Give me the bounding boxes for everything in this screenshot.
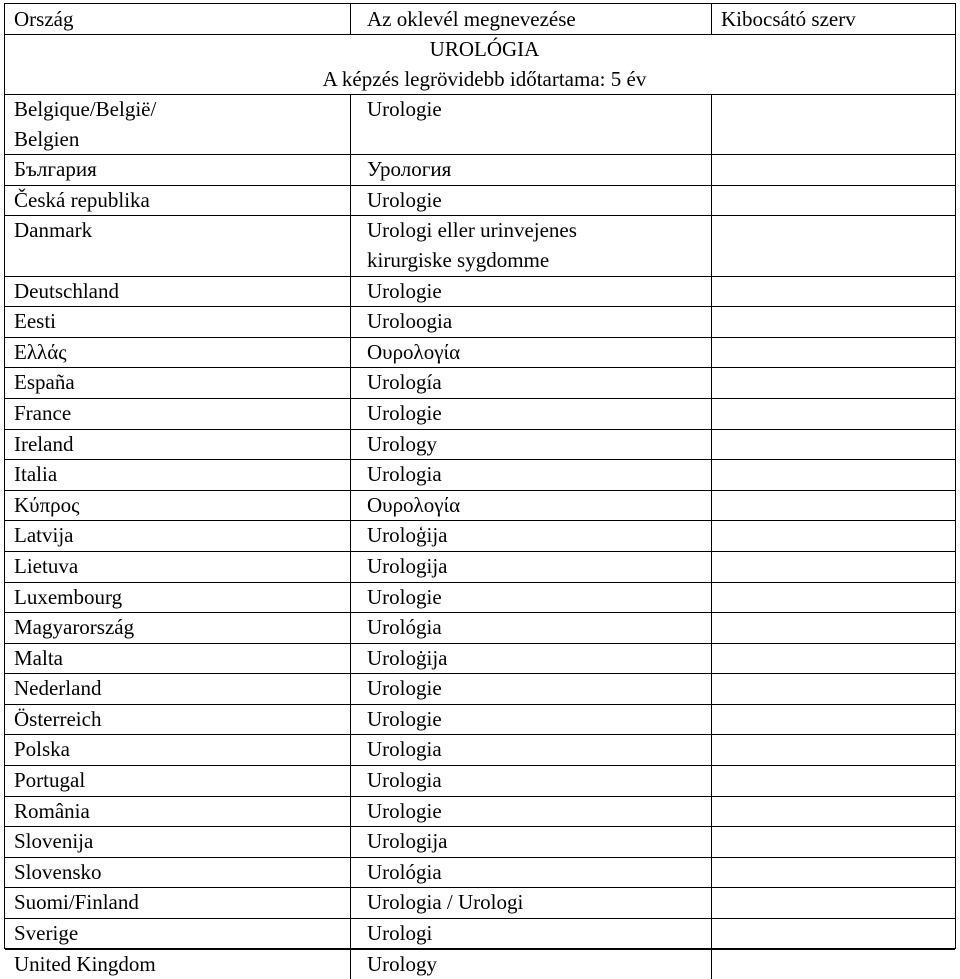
country-cell	[5, 766, 351, 797]
diploma-name-cell	[351, 490, 712, 521]
country-name-line: Magyarország	[14, 615, 135, 640]
table-row	[5, 398, 955, 429]
diploma-name-cell	[351, 582, 712, 613]
diploma-table	[5, 4, 955, 979]
table-row	[5, 704, 955, 735]
diploma-name-cell	[351, 766, 712, 797]
diploma-name-cell	[351, 827, 712, 858]
country-cell	[5, 490, 351, 521]
country-name-line: United Kingdom	[14, 951, 156, 976]
country-cell	[5, 276, 351, 307]
diploma-name-cell	[351, 398, 712, 429]
diploma-name-line: Urologie	[367, 798, 442, 823]
country-cell	[5, 643, 351, 674]
diploma-name-cell	[351, 613, 712, 644]
issuer-cell	[712, 337, 956, 368]
issuer-cell	[712, 276, 956, 307]
diploma-name-cell	[351, 643, 712, 674]
table-row	[5, 155, 955, 186]
table-header-row	[5, 4, 955, 35]
country-cell	[5, 521, 351, 552]
country-name-line: Κύπρος	[14, 492, 80, 517]
issuer-cell	[712, 857, 956, 888]
country-cell	[5, 888, 351, 919]
table-row	[5, 276, 955, 307]
table-row	[5, 643, 955, 674]
table-row	[5, 551, 955, 582]
document-page	[4, 3, 956, 976]
table-row	[5, 490, 955, 521]
header-diploma-name: Az oklevél megnevezése	[351, 4, 712, 35]
table-row	[5, 857, 955, 888]
diploma-name-line: Urológia	[367, 859, 442, 884]
diploma-name-line: Urologi eller urinvejenes	[367, 218, 577, 243]
header-country: Ország	[5, 4, 351, 35]
diploma-name-line: Urologia / Urologi	[367, 890, 524, 915]
issuer-cell	[712, 429, 956, 460]
issuer-cell	[712, 704, 956, 735]
table-row	[5, 949, 955, 979]
diploma-name-cell	[351, 307, 712, 338]
country-name-line: Eesti	[14, 309, 56, 334]
country-name-line: Slovenija	[14, 829, 94, 854]
table-row	[5, 368, 955, 399]
issuer-cell	[712, 398, 956, 429]
table-row	[5, 582, 955, 613]
diploma-name-cell	[351, 185, 712, 216]
country-cell	[5, 551, 351, 582]
country-cell	[5, 460, 351, 491]
diploma-name-cell	[351, 368, 712, 399]
issuer-cell	[712, 735, 956, 766]
country-name-line: България	[14, 157, 97, 182]
diploma-name-line: Uroloġija	[367, 645, 448, 670]
country-name-line: Deutschland	[14, 278, 119, 303]
table-row	[5, 521, 955, 552]
country-cell	[5, 337, 351, 368]
table-row	[5, 307, 955, 338]
table-row	[5, 95, 955, 155]
section-header-row	[5, 35, 955, 95]
issuer-cell	[712, 827, 956, 858]
country-name-line: France	[14, 400, 72, 425]
diploma-name-cell	[351, 460, 712, 491]
diploma-name-cell	[351, 337, 712, 368]
diploma-name-cell	[351, 796, 712, 827]
country-cell	[5, 919, 351, 950]
header-issuer: Kibocsátó szerv	[712, 4, 956, 35]
diploma-name-line: Ουρολογία	[367, 339, 461, 364]
country-name-line: Nederland	[14, 676, 102, 701]
issuer-cell	[712, 216, 956, 276]
diploma-name-line: Urologia	[367, 462, 442, 487]
table-row	[5, 919, 955, 950]
table-row	[5, 216, 955, 276]
diploma-name-cell	[351, 949, 712, 979]
issuer-cell	[712, 919, 956, 950]
country-name-line: España	[14, 370, 75, 395]
country-name-line: Danmark	[14, 218, 93, 243]
country-name-line: Belgique/België/	[14, 97, 157, 121]
diploma-name-cell	[351, 735, 712, 766]
table-row	[5, 460, 955, 491]
diploma-name-line: Urologie	[367, 676, 442, 701]
diploma-name-line: Urologia	[367, 737, 442, 762]
diploma-name-cell	[351, 857, 712, 888]
country-cell	[5, 429, 351, 460]
table-row	[5, 766, 955, 797]
table-row	[5, 827, 955, 858]
diploma-name-cell	[351, 674, 712, 705]
issuer-cell	[712, 582, 956, 613]
country-cell	[5, 613, 351, 644]
issuer-cell	[712, 551, 956, 582]
diploma-name-line: Urologija	[367, 829, 448, 854]
diploma-name-line: kirurgiske sygdomme	[367, 247, 550, 272]
diploma-name-line: Urologie	[367, 187, 442, 212]
country-cell	[5, 398, 351, 429]
diploma-name-line: Urológia	[367, 615, 442, 640]
issuer-cell	[712, 95, 956, 155]
diploma-name-line: Ουρολογία	[367, 492, 461, 517]
country-name-line: Ελλάς	[14, 339, 67, 364]
country-name-line: Sverige	[14, 921, 79, 946]
table-row	[5, 185, 955, 216]
issuer-cell	[712, 307, 956, 338]
diploma-name-line: Urology	[367, 951, 437, 976]
country-name-line: Polska	[14, 737, 71, 762]
diploma-name-line: Urologie	[367, 97, 442, 121]
issuer-cell	[712, 185, 956, 216]
diploma-name-cell	[351, 521, 712, 552]
diploma-name-cell	[351, 704, 712, 735]
diploma-name-cell	[351, 155, 712, 186]
diploma-name-line: Uroloģija	[367, 523, 448, 548]
country-cell	[5, 307, 351, 338]
table-row	[5, 337, 955, 368]
country-cell	[5, 368, 351, 399]
country-cell	[5, 827, 351, 858]
country-name-line: Malta	[14, 645, 63, 670]
country-name-line: Luxembourg	[14, 584, 123, 609]
table-row	[5, 674, 955, 705]
diploma-name-line: Urologija	[367, 553, 448, 578]
diploma-name-line: Урология	[367, 157, 452, 182]
country-name-line: Belgien	[14, 126, 80, 151]
diploma-name-cell	[351, 216, 712, 276]
country-cell	[5, 582, 351, 613]
diploma-name-line: Uroloogia	[367, 309, 453, 334]
country-name-line: România	[14, 798, 90, 823]
country-cell	[5, 704, 351, 735]
issuer-cell	[712, 460, 956, 491]
issuer-cell	[712, 521, 956, 552]
section-subtitle: A képzés legrövidebb időtartama: 5 év	[322, 66, 647, 91]
section-header	[5, 35, 955, 95]
diploma-name-line: Urologie	[367, 706, 442, 731]
table-row	[5, 613, 955, 644]
table-row	[5, 735, 955, 766]
diploma-name-cell	[351, 551, 712, 582]
section-title: UROLÓGIA	[429, 37, 540, 61]
diploma-name-cell	[351, 429, 712, 460]
diploma-name-line: Urology	[367, 431, 437, 456]
issuer-cell	[712, 888, 956, 919]
country-name-line: Österreich	[14, 706, 102, 731]
country-cell	[5, 185, 351, 216]
country-cell	[5, 796, 351, 827]
diploma-name-line: Urologie	[367, 400, 442, 425]
country-name-line: Italia	[14, 462, 58, 487]
country-cell	[5, 949, 351, 979]
country-name-line: Ireland	[14, 431, 74, 456]
country-name-line: Česká republika	[14, 187, 150, 212]
diploma-name-line: Urología	[367, 370, 442, 395]
country-name-line: Slovensko	[14, 859, 102, 884]
issuer-cell	[712, 368, 956, 399]
diploma-name-line: Urologie	[367, 584, 442, 609]
issuer-cell	[712, 643, 956, 674]
diploma-name-line: Urologi	[367, 921, 433, 946]
issuer-cell	[712, 796, 956, 827]
country-name-line: Suomi/Finland	[14, 890, 139, 915]
country-cell	[5, 155, 351, 186]
issuer-cell	[712, 949, 956, 979]
country-name-line: Lietuva	[14, 553, 79, 578]
diploma-name-cell	[351, 95, 712, 155]
diploma-name-line: Urologie	[367, 278, 442, 303]
issuer-cell	[712, 490, 956, 521]
country-name-line: Portugal	[14, 768, 86, 793]
diploma-name-line: Urologia	[367, 768, 442, 793]
diploma-name-cell	[351, 276, 712, 307]
country-cell	[5, 857, 351, 888]
diploma-name-cell	[351, 888, 712, 919]
country-cell	[5, 216, 351, 276]
country-name-line: Latvija	[14, 523, 74, 548]
country-cell	[5, 735, 351, 766]
issuer-cell	[712, 155, 956, 186]
issuer-cell	[712, 674, 956, 705]
table-row	[5, 796, 955, 827]
issuer-cell	[712, 766, 956, 797]
country-cell	[5, 95, 351, 155]
diploma-name-cell	[351, 919, 712, 950]
country-cell	[5, 674, 351, 705]
table-row	[5, 888, 955, 919]
issuer-cell	[712, 613, 956, 644]
table-row	[5, 429, 955, 460]
